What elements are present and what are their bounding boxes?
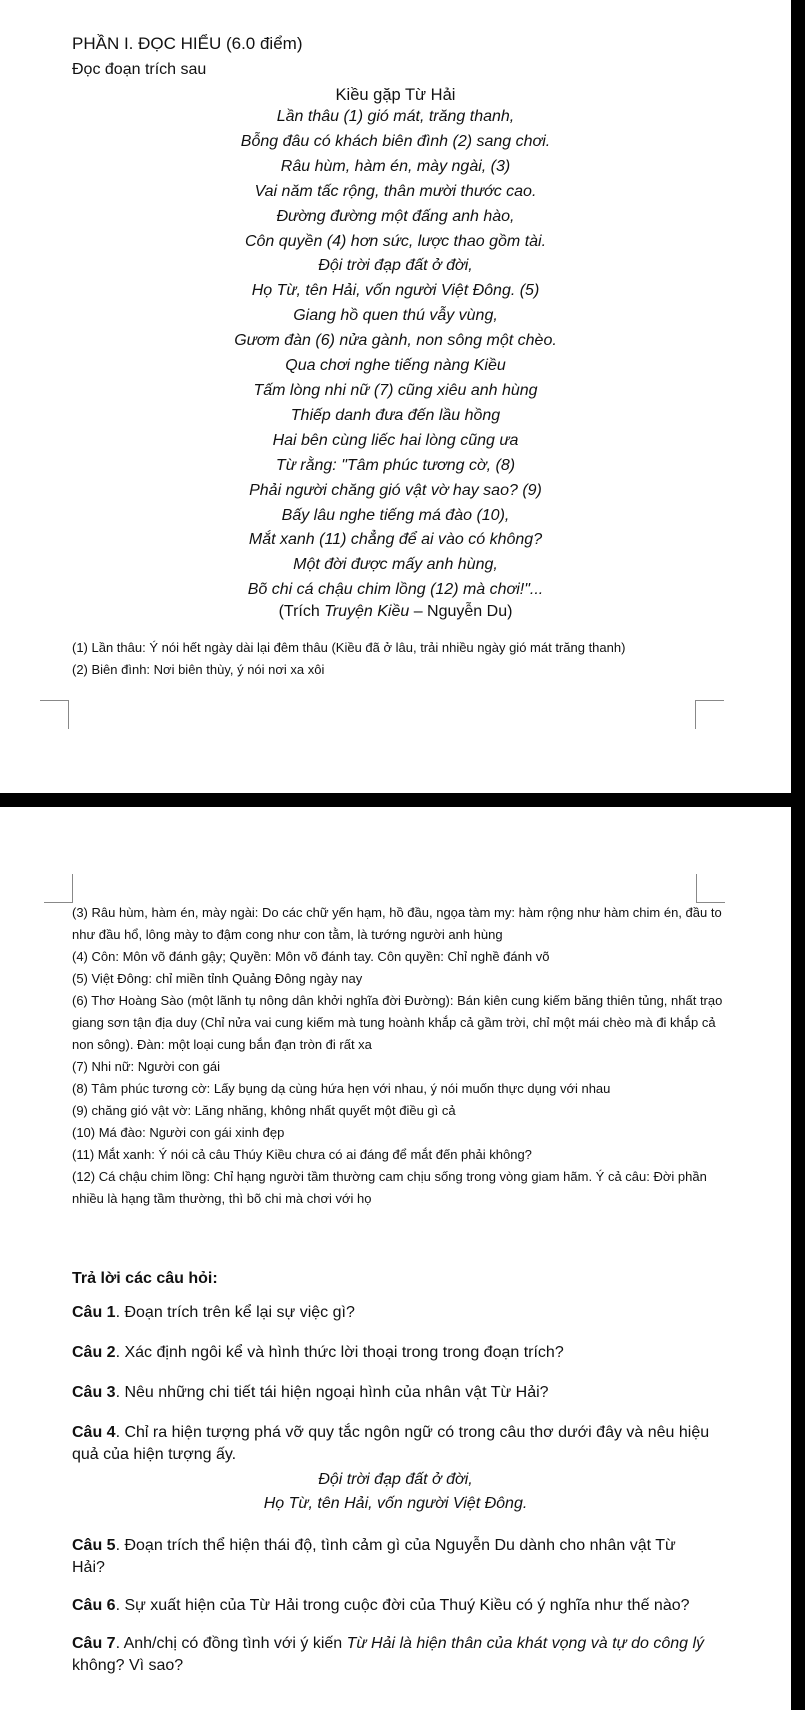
footnote: (4) Côn: Môn võ đánh gậy; Quyền: Môn võ đánh tay. Côn quyền: Chỉ nghề đánh võ	[72, 949, 550, 964]
poem-source: (Trích Truyện Kiều – Nguyễn Du)	[278, 603, 513, 621]
footnote: (10) Má đào: Người con gái xinh đẹp	[72, 1125, 285, 1140]
crop-mark	[40, 700, 69, 729]
poem-line: Một đời được mấy anh hùng,	[293, 556, 498, 574]
crop-mark	[44, 874, 73, 903]
poem-line: Phải người chăng gió vật vờ hay sao? (9)	[249, 481, 542, 499]
poem-line: Bõ chi cá chậu chim lồng (12) mà chơi!"...	[247, 581, 544, 599]
answer-heading: Trả lời các câu hỏi:	[72, 1270, 218, 1287]
poem-line: Gươm đàn (6) nửa gành, non sông một chèo.	[234, 332, 557, 350]
footnote: (11) Mắt xanh: Ý nói cả câu Thúy Kiều chưa có ai đáng để mắt đến phải không?	[72, 1147, 532, 1162]
crop-mark	[696, 874, 725, 903]
quoted-verse-line: Đội trời đạp đất ở đời,	[318, 1471, 473, 1488]
document-page-1	[0, 0, 791, 793]
poem-title: Kiều gặp Từ Hải	[335, 86, 456, 104]
footnote: (9) chăng gió vật vờ: Lăng nhăng, không nhất quyết một điều gì cả	[72, 1103, 456, 1118]
reading-instruction: Đọc đoạn trích sau	[72, 61, 207, 78]
questions-part-1	[72, 1268, 712, 1466]
footnote: (2) Biên đình: Nơi biên thùy, ý nói nơi xa xôi	[72, 662, 325, 677]
quoted-verse-line: Họ Từ, tên Hải, vốn người Việt Đông.	[263, 1495, 528, 1512]
poem-line: Vai năm tấc rộng, thân mười thước cao.	[254, 182, 537, 200]
question-3: Câu 3. Nêu những chi tiết tái hiện ngoại hình của nhân vật Từ Hải?	[72, 1384, 549, 1401]
footnote: (8) Tâm phúc tương cờ: Lấy bụng dạ cùng hứa hẹn với nhau, ý nói muốn thực dụng với nhau	[72, 1081, 611, 1096]
poem-line: Mắt xanh (11) chẳng để ai vào có không?	[248, 531, 543, 549]
footnotes-page-2	[72, 902, 726, 1210]
section-title: PHẦN I. ĐỌC HIỂU (6.0 điểm)	[72, 34, 303, 53]
poem-lines	[0, 105, 791, 603]
poem-line: Từ rằng: "Tâm phúc tương cờ, (8)	[275, 456, 516, 474]
poem-line: Bấy lâu nghe tiếng má đào (10),	[281, 506, 510, 524]
poem-line: Thiếp danh đưa đến lầu hồng	[290, 406, 501, 424]
footnote: (3) Râu hùm, hàm én, mày ngài: Do các chữ yến hạm, hồ đầu, ngọa tàm my: hàm rộng như hàm chim én, đầu to như đầu hổ, lông mày to đậm cong như con tằm, là tướng người anh hùng	[72, 905, 722, 942]
poem	[0, 86, 791, 621]
poem-line: Bỗng đâu có khách biên đình (2) sang chơi.	[240, 132, 551, 150]
question-4: Câu 4. Chỉ ra hiện tượng phá vỡ quy tắc ngôn ngữ có trong câu thơ dưới đây và nêu hiệu quả của hiện tượng ấy.	[72, 1424, 710, 1463]
poem-line: Qua chơi nghe tiếng nàng Kiều	[285, 357, 506, 375]
question-7: Câu 7. Anh/chị có đồng tình với ý kiến Từ Hải là hiện thân của khát vọng và tự do công lý không? Vì sao?	[72, 1635, 705, 1674]
footnote: (1) Lần thâu: Ý nói hết ngày dài lại đêm thâu (Kiều đã ở lâu, trải nhiều ngày gió mát trăng thanh)	[72, 640, 626, 655]
poem-line: Râu hùm, hàm én, mày ngài, (3)	[280, 157, 511, 175]
poem-line: Họ Từ, tên Hải, vốn người Việt Đông. (5)	[251, 282, 540, 300]
poem-line: Đường đường một đấng anh hào,	[276, 207, 515, 225]
poem-line: Hai bên cùng liếc hai lòng cũng ưa	[272, 431, 519, 449]
questions-part-2	[72, 1535, 712, 1677]
question-5: Câu 5. Đoạn trích thể hiện thái độ, tình cảm gì của Nguyễn Du dành cho nhân vật Từ Hải?	[72, 1537, 676, 1576]
footnote: (7) Nhi nữ: Người con gái	[72, 1059, 221, 1074]
footnote: (5) Việt Đông: chỉ miền tỉnh Quảng Đông ngày nay	[72, 971, 363, 986]
footnote: (6) Thơ Hoàng Sào (một lãnh tụ nông dân khởi nghĩa đời Đường): Bán kiên cung kiếm băng thiên tủng, nhất trạo giang sơn tận địa duy (Chỉ nửa vai cung kiếm mà tung hoành khắp cả gầm trời, chỉ một mái chèo mà đi khắp cả non sông). Đàn: một loại cung bắn đạn tròn đi rất xa	[72, 993, 723, 1052]
poem-line: Tấm lòng nhi nữ (7) cũng xiêu anh hùng	[253, 381, 538, 399]
quoted-verse	[0, 1468, 791, 1516]
poem-line: Đội trời đạp đất ở đời,	[318, 257, 473, 275]
question-6: Câu 6. Sự xuất hiện của Từ Hải trong cuộc đời của Thuý Kiều có ý nghĩa như thế nào?	[72, 1597, 690, 1614]
question-1: Câu 1. Đoạn trích trên kể lại sự việc gì?	[72, 1304, 355, 1321]
footnotes-page-1	[72, 637, 722, 681]
poem-line: Côn quyền (4) hơn sức, lược thao gồm tài.	[244, 232, 547, 250]
document-page-2	[0, 807, 791, 1710]
footnote: (12) Cá chậu chim lồng: Chỉ hạng người tầm thường cam chịu sống trong vòng giam hãm. Ý cả câu: Đời phần nhiều là hạng tầm thường, thì bõ chi mà chơi với họ	[72, 1169, 707, 1206]
poem-line: Lần thâu (1) gió mát, trăng thanh,	[276, 108, 515, 125]
poem-line: Giang hồ quen thú vẫy vùng,	[293, 307, 498, 325]
crop-mark	[695, 700, 724, 729]
question-2: Câu 2. Xác định ngôi kể và hình thức lời thoại trong trong đoạn trích?	[72, 1344, 564, 1361]
